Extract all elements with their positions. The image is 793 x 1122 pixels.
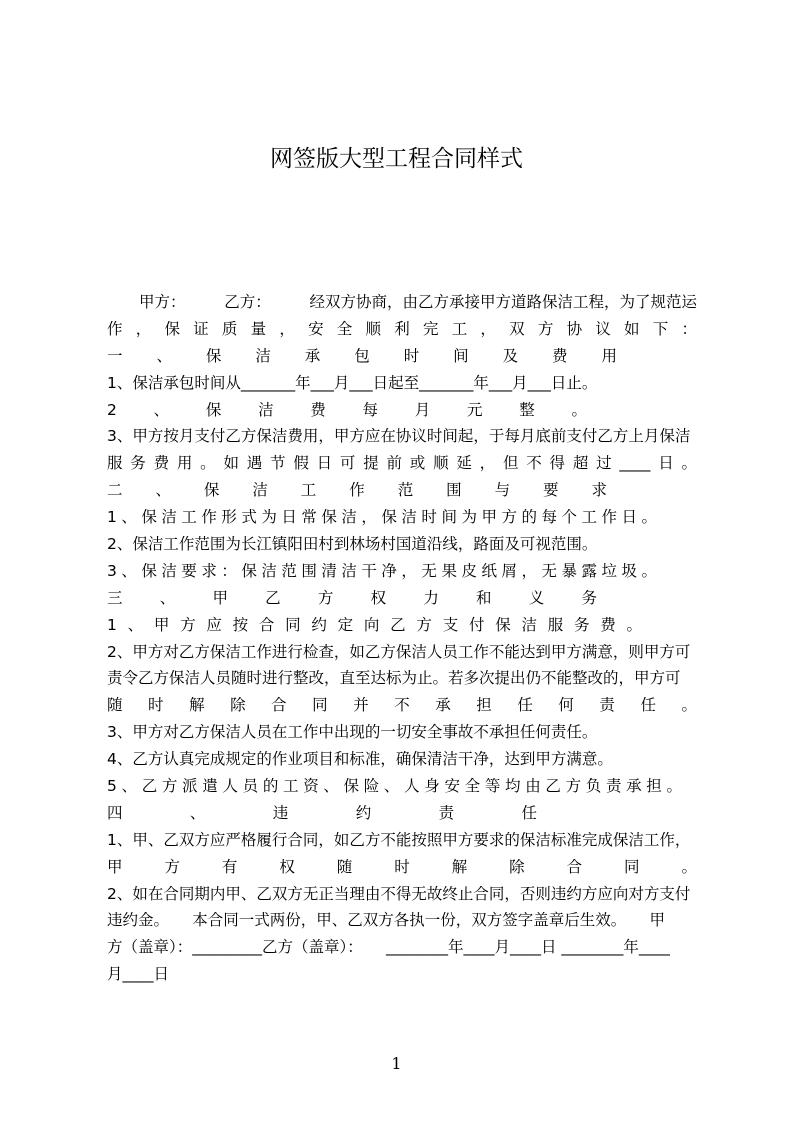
paragraph-line: 四、违约责任 [107, 803, 537, 822]
paragraph-line: 月____日 [107, 965, 170, 984]
paragraph-line: 2、保洁工作范围为长江镇阳田村到林场村国道沿线，路面及可视范围。 [107, 535, 598, 554]
paragraph-line: 三、甲乙方权力和义务 [107, 588, 597, 607]
paragraph-line: 甲方有权随时解除合同。 [107, 857, 697, 876]
paragraph-line: 3、甲方按月支付乙方保洁费用，甲方应在协议时间起，于每月底前支付乙方上月保洁 [107, 427, 691, 446]
paragraph-line: 作，保证质量，安全顺利完工，双方协议如下： [107, 319, 697, 338]
paragraph-line: 2、如在合同期内甲、乙双方无正当理由不得无故终止合同，否则违约方应向对方支付 [107, 884, 691, 903]
paragraph-line: 责令乙方保洁人员随时进行整改，直至达标为止。若多次提出仍不能整改的，甲方可 [107, 669, 681, 688]
paragraph-line: 违约金。 本合同一式两份，甲、乙双方各执一份，双方签字盖章后生效。 甲 [107, 911, 666, 930]
paragraph-line: 1、甲方应按合同约定向乙方支付保洁服务费。 [107, 615, 642, 634]
paragraph-line: 二、保洁工作范围与要求 [107, 481, 607, 500]
paragraph-line: 一、保洁承包时间及费用 [107, 346, 617, 365]
paragraph-line: 1、保洁工作形式为日常保洁，保洁时间为甲方的每个工作日。 [107, 508, 657, 527]
paragraph-line: 5、乙方派遣人员的工资、保险、人身安全等均由乙方负责承担。 [107, 777, 682, 796]
paragraph-line: 3、保洁要求：保洁范围清洁干净，无果皮纸屑，无暴露垃圾。 [107, 561, 657, 580]
document-body [107, 289, 697, 988]
paragraph-line: 随时解除合同并不承担任何责任。 [107, 696, 697, 715]
paragraph-line: 1、保洁承包时间从_______年___月___日起至_______年___月___日止。 [107, 373, 598, 392]
paragraph-line: 方（盖章）：_________乙方（盖章）： ________年____月____日 ________年____ [107, 938, 670, 957]
paragraph-line: 2、甲方对乙方保洁工作进行检查，如乙方保洁人员工作不能达到甲方满意，则甲方可 [107, 642, 691, 661]
document-title: 网签版大型工程合同样式 [270, 146, 523, 172]
paragraph-line: 4、乙方认真完成规定的作业项目和标准，确保清洁干净，达到甲方满意。 [107, 750, 613, 769]
paragraph-line: 甲方： 乙方： 经双方协商，由乙方承接甲方道路保洁工程，为了规范运 [139, 293, 697, 311]
paragraph-line: 1、甲、乙双方应严格履行合同，如乙方不能按照甲方要求的保洁标准完成保洁工作， [107, 830, 691, 849]
paragraph-line: 服务费用。如遇节假日可提前或顺延，但不得超过____日。 [107, 454, 697, 473]
page-number: 1 [391, 1054, 402, 1073]
paragraph-line: 2、保洁费每月元整。 [107, 400, 587, 419]
paragraph-line: 3、甲方对乙方保洁人员在工作中出现的一切安全事故不承担任何责任。 [107, 723, 598, 742]
